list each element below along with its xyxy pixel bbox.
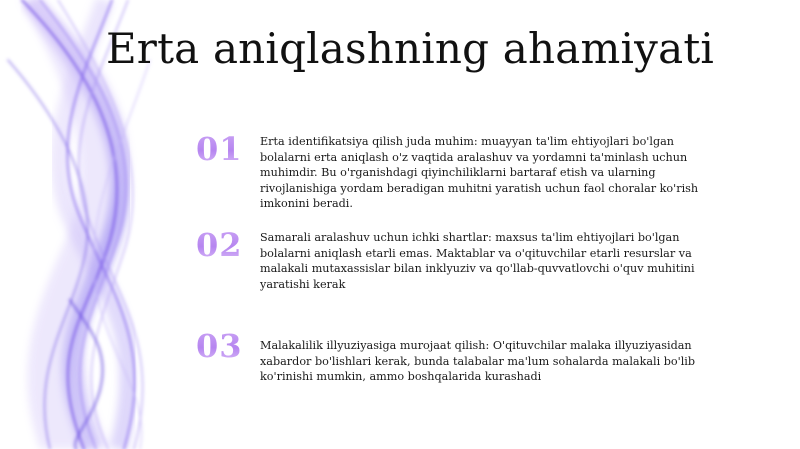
item-number: 03 [196,330,254,362]
item-number: 02 [196,229,254,261]
slide-title: Erta aniqlashning ahamiyati [105,24,715,73]
item-text: Samarali aralashuv uchun ichki shartlar: maxsus ta'lim ehtiyojlari bo'lgan bolalarni aniqlash etarli emas. Maktablar va o'qituvchilar etarli resurslar va malakali mutaxassislar bilan inklyuziv va qo'llab-quvvatlovchi o'quv muhitini yaratishi kerak [260,231,695,291]
item-text: Malakalilik illyuziyasiga murojaat qilish: O'qituvchilar malaka illyuziyasidan xabardor bo'lishlari kerak, bunda talabalar ma'lum sohalarda malakali bo'lib ko'rinishi mumkin, ammo boshqalarida kurashadi [260,339,696,383]
item-text: Erta identifikatsiya qilish juda muhim: muayyan ta'lim ehtiyojlari bo'lgan bolalarni erta aniqlash o'z vaqtida aralashuv va yordamni ta'minlash uchun muhimdir. Bu o'rganishdagi qiyinchiliklarni bartaraf etish va ularning rivojlanishiga yordam beradigan muhitni yaratish uchun faol choralar ko'rish imkonini beradi. [260,135,699,210]
item-number: 01 [196,133,254,165]
